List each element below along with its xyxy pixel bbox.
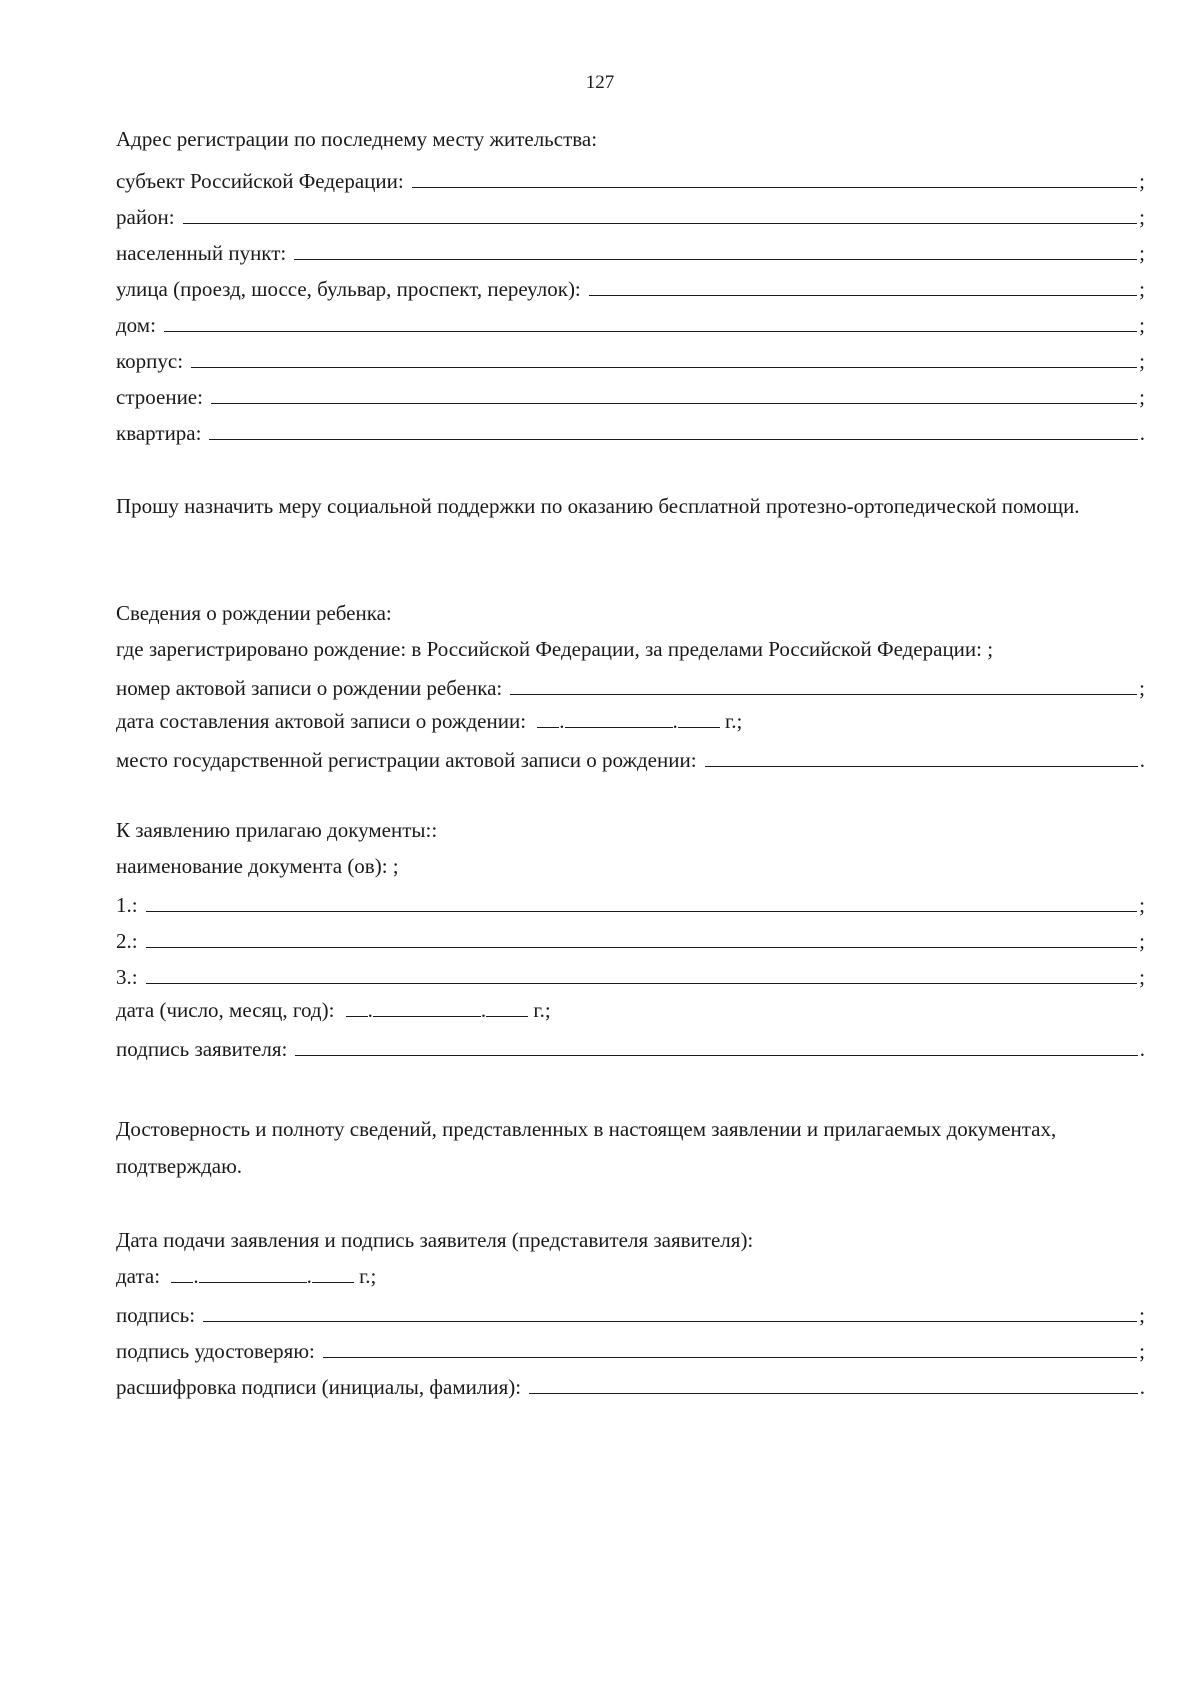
apartment-label: квартира:: [116, 421, 202, 445]
house-label: дом:: [116, 313, 156, 337]
semicolon: ;: [1139, 241, 1145, 265]
submission-date-row: [116, 1264, 376, 1288]
certify-signature-label: подпись удостоверяю:: [116, 1339, 315, 1363]
semicolon: ;: [1139, 1339, 1145, 1363]
record-date-row: [116, 709, 742, 733]
submission-signature-row: [116, 1294, 1145, 1330]
submission-heading: Дата подачи заявления и подпись заявителя (представителя заявителя):: [116, 1228, 754, 1252]
apartment-field-row: [116, 412, 1145, 448]
district-field-row: [116, 196, 1145, 232]
building-field[interactable]: [191, 366, 1137, 368]
documents-date-row: [116, 998, 551, 1022]
request-paragraph: Прошу назначить меру социальной поддержки по оказанию бесплатной протезно-ортопедической помощи.: [116, 494, 1080, 518]
record-number-field[interactable]: [510, 693, 1137, 695]
semicolon: ;: [1139, 313, 1145, 337]
subject-label: субъект Российской Федерации:: [116, 169, 404, 193]
dot: .: [306, 1264, 312, 1288]
certify-signature-field[interactable]: [323, 1356, 1137, 1358]
semicolon: ;: [1139, 385, 1145, 409]
submission-signature-field[interactable]: [203, 1320, 1137, 1322]
structure-field[interactable]: [211, 402, 1137, 404]
submission-date-month-field[interactable]: [199, 1266, 307, 1283]
signature-decode-label: расшифровка подписи (инициалы, фамилия):: [116, 1375, 522, 1399]
submission-date-day-field[interactable]: [171, 1266, 193, 1283]
birth-heading: Сведения о рождении ребенка:: [116, 601, 392, 625]
dot: .: [193, 1264, 199, 1288]
dot: .: [559, 709, 565, 733]
street-field-row: [116, 268, 1145, 304]
record-date-month-field[interactable]: [565, 711, 673, 728]
semicolon: ;: [1139, 929, 1145, 953]
document-item-3-field[interactable]: [146, 982, 1138, 984]
building-field-row: [116, 340, 1145, 376]
applicant-signature-field[interactable]: [295, 1054, 1137, 1056]
applicant-signature-label: подпись заявителя:: [116, 1037, 288, 1061]
record-date-year-field[interactable]: [678, 711, 720, 728]
house-field[interactable]: [164, 330, 1137, 332]
semicolon: ;: [1139, 1303, 1145, 1327]
document-item-3-label: 3.:: [116, 965, 138, 989]
documents-date-month-field[interactable]: [373, 1000, 481, 1017]
period: .: [1139, 1375, 1145, 1399]
locality-field-row: [116, 232, 1145, 268]
period: .: [1139, 421, 1145, 445]
year-suffix: г.;: [533, 998, 551, 1022]
documents-heading: К заявлению прилагаю документы::: [116, 818, 438, 842]
record-number-row: [116, 667, 1145, 703]
semicolon: ;: [1139, 349, 1145, 373]
documents-names-label: наименование документа (ов): ;: [116, 854, 399, 878]
semicolon: ;: [1139, 965, 1145, 989]
locality-field[interactable]: [294, 258, 1137, 260]
document-item-1-field[interactable]: [146, 910, 1138, 912]
record-place-label: место государственной регистрации актовой записи о рождении:: [116, 748, 697, 772]
locality-label: населенный пункт:: [116, 241, 287, 265]
document-item-2-field[interactable]: [146, 946, 1138, 948]
confirmation-paragraph: Достоверность и полноту сведений, представленных в настоящем заявлении и прилагаемых документах, подтверждаю.: [116, 1117, 1057, 1178]
semicolon: ;: [1139, 169, 1145, 193]
signature-decode-row: [116, 1366, 1145, 1402]
year-suffix: г.;: [359, 1264, 377, 1288]
applicant-signature-row: [116, 1028, 1145, 1064]
address-heading: Адрес регистрации по последнему месту жительства:: [116, 127, 598, 151]
documents-date-day-field[interactable]: [346, 1000, 368, 1017]
submission-date-year-field[interactable]: [312, 1266, 354, 1283]
signature-decode-field[interactable]: [529, 1392, 1138, 1394]
document-item-3-row: [116, 956, 1145, 992]
period: .: [1139, 1037, 1145, 1061]
birth-where-registered: где зарегистрировано рождение: в Российской Федерации, за пределами Российской Федерации: ;: [116, 637, 994, 661]
building-label: корпус:: [116, 349, 184, 373]
period: .: [1139, 748, 1145, 772]
semicolon: ;: [1139, 893, 1145, 917]
record-place-row: [116, 739, 1145, 775]
subject-field[interactable]: [412, 186, 1137, 188]
structure-label: строение:: [116, 385, 203, 409]
page-number: 127: [585, 72, 615, 93]
structure-field-row: [116, 376, 1145, 412]
document-item-1-row: [116, 884, 1145, 920]
record-number-label: номер актовой записи о рождении ребенка:: [116, 676, 503, 700]
record-place-field[interactable]: [705, 765, 1138, 767]
semicolon: ;: [1139, 205, 1145, 229]
district-label: район:: [116, 205, 175, 229]
certify-signature-row: [116, 1330, 1145, 1366]
house-field-row: [116, 304, 1145, 340]
semicolon: ;: [1139, 277, 1145, 301]
semicolon: ;: [1139, 676, 1145, 700]
record-date-day-field[interactable]: [537, 711, 559, 728]
dot: .: [367, 998, 373, 1022]
document-item-1-label: 1.:: [116, 893, 138, 917]
submission-signature-label: подпись:: [116, 1303, 196, 1327]
dot: .: [672, 709, 678, 733]
street-label: улица (проезд, шоссе, бульвар, проспект, переулок):: [116, 277, 581, 301]
documents-date-label: дата (число, месяц, год):: [116, 998, 335, 1022]
document-item-2-label: 2.:: [116, 929, 138, 953]
submission-date-label: дата:: [116, 1264, 161, 1288]
documents-date-year-field[interactable]: [486, 1000, 528, 1017]
subject-field-row: [116, 160, 1145, 196]
street-field[interactable]: [589, 294, 1137, 296]
document-item-2-row: [116, 920, 1145, 956]
year-suffix: г.;: [725, 709, 743, 733]
apartment-field[interactable]: [209, 438, 1137, 440]
record-date-label: дата составления актовой записи о рождении:: [116, 709, 527, 733]
dot: .: [480, 998, 487, 1022]
district-field[interactable]: [183, 222, 1138, 224]
